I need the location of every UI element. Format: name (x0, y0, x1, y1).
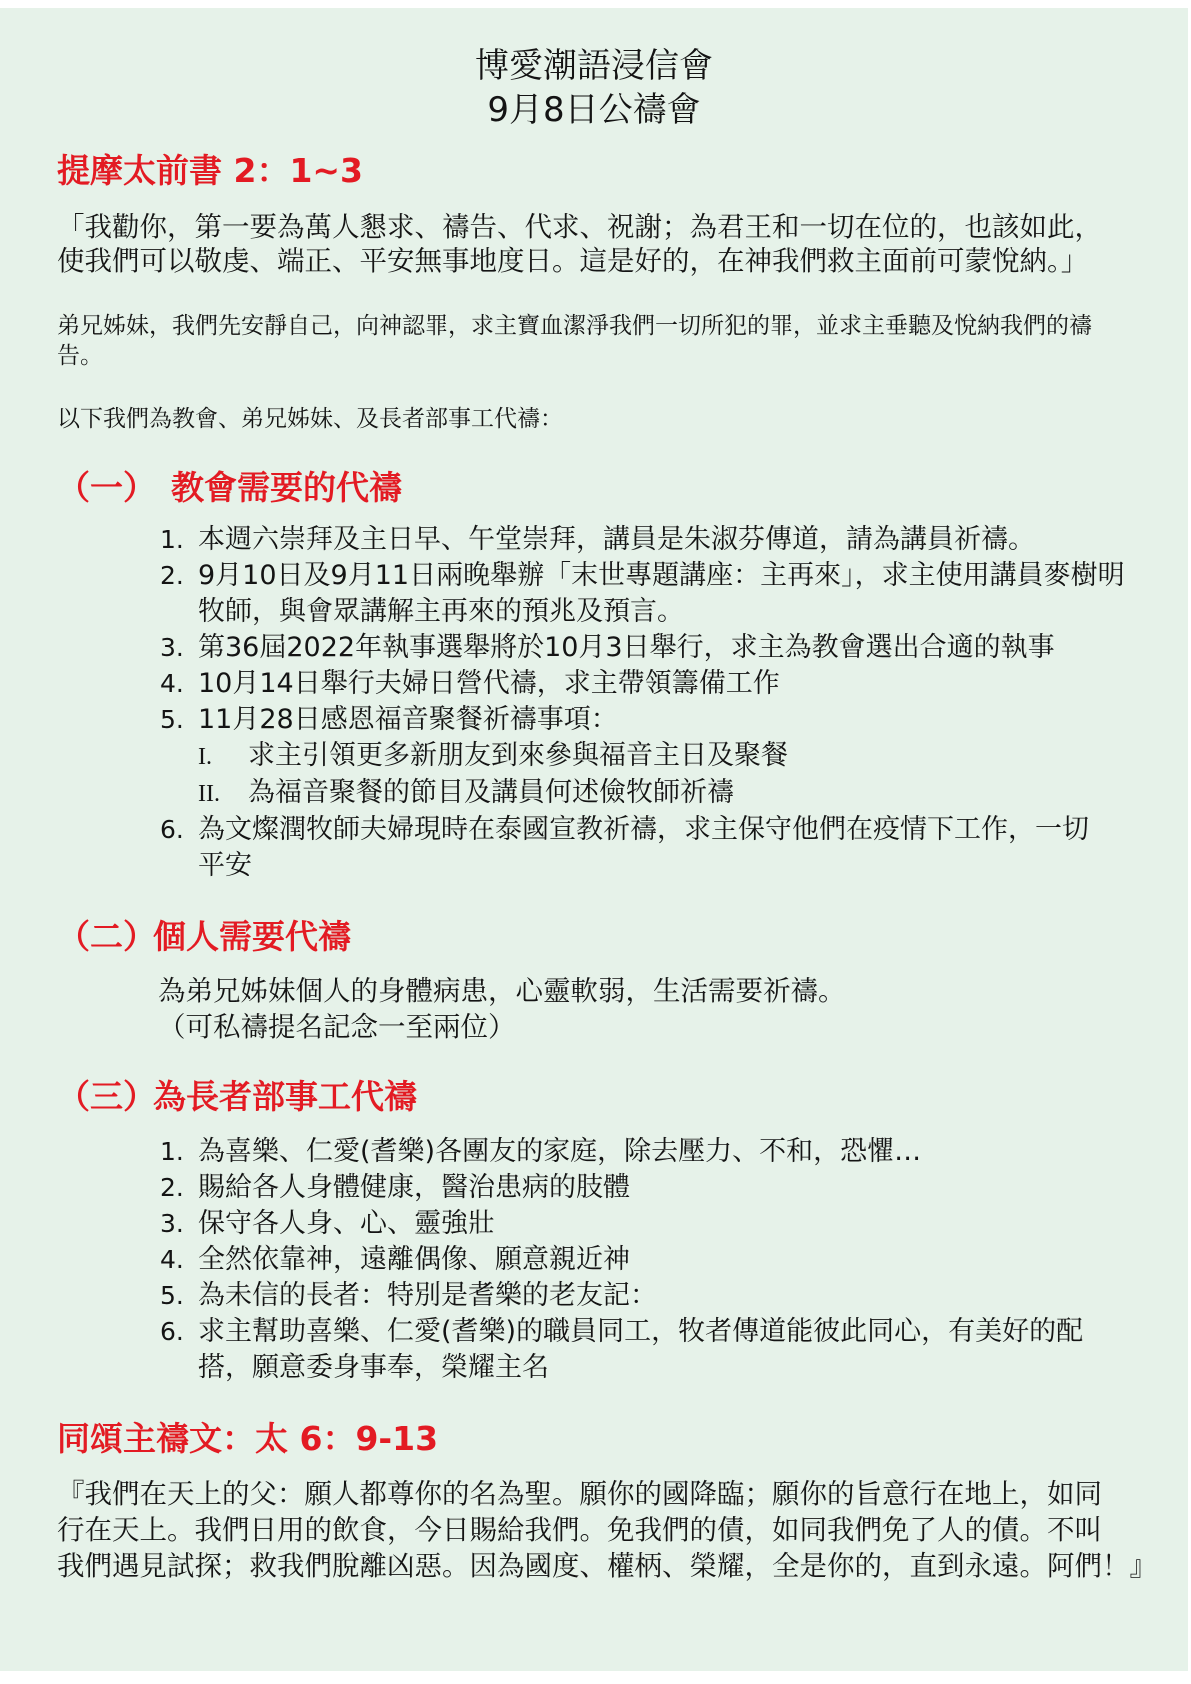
item-number: 1. (160, 525, 184, 554)
section-heading-elderly (0, 1077, 1188, 1117)
item-text: 牧師，與會眾講解主再來的預兆及預言。 (198, 596, 684, 627)
lead-in-text: 以下我們為教會、弟兄姊妹、及長者部事工代禱： (57, 406, 563, 432)
section-marker: （三） (57, 1077, 156, 1116)
sub-item-text: 求主引領更多新朋友到來參與福音主日及聚餐 (248, 740, 788, 771)
page-title (0, 44, 1188, 132)
bulletin-page (0, 8, 1188, 1671)
item-text: 為文燦潤牧師夫婦現時在泰國宣教祈禱，求主保守他們在疫情下工作，一切 (198, 814, 1089, 845)
item-number: 6. (160, 815, 184, 844)
item-number: 2. (160, 1173, 184, 1202)
scripture-line: 「我勸你，第一要為萬人懇求、禱告、代求、祝謝；為君王和一切在位的，也該如此， (57, 211, 1102, 243)
lords-prayer-heading: 同頌主禱文：太 6：9-13 (57, 1419, 439, 1458)
prayer-line: 我們遇見試探；救我們脫離凶惡。因為國度、權柄、榮耀，全是你的，直到永遠。阿們！』 (57, 1550, 1157, 1582)
item-number: 5. (160, 705, 184, 734)
section-title: 個人需要代禱 (153, 917, 351, 956)
scripture-text (57, 210, 1157, 278)
confession-line: 弟兄姊妹，我們先安靜自己，向神認罪，求主寶血潔淨我們一切所犯的罪，並求主垂聽及悅納我們的禱 (57, 313, 1092, 339)
item-text: 9月10日及9月11日兩晚舉辦「末世專題講座：主再來」，求主使用講員麥樹明 (198, 560, 1125, 591)
item-text: 11月28日感恩福音聚餐祈禱事項： (198, 704, 618, 735)
list-item (160, 522, 1150, 558)
item-text: 10月14日舉行夫婦日營代禱，求主帶領籌備工作 (198, 668, 780, 699)
item-text: 為喜樂、仁愛(耆樂)各團友的家庭，除去壓力、不和，恐懼… (198, 1136, 922, 1167)
list-item (160, 1314, 1150, 1350)
item-text: 賜給各人身體健康，醫治患病的肢體 (198, 1172, 630, 1203)
item-text: 保守各人身、心、靈強壯 (198, 1208, 495, 1239)
elderly-prayer-list (160, 1134, 1150, 1386)
list-item (160, 666, 1150, 702)
item-text: 本週六崇拜及主日早、午堂崇拜，講員是朱淑芬傳道，請為講員祈禱。 (198, 524, 1035, 555)
list-item (160, 558, 1150, 594)
list-item (160, 1242, 1150, 1278)
section-title: 為長者部事工代禱 (153, 1077, 417, 1116)
item-text: 平安 (198, 850, 252, 881)
list-item-continuation (160, 848, 1150, 884)
scripture-reference: 提摩太前書 2：1~3 (57, 151, 364, 190)
confession-line: 告。 (57, 343, 103, 369)
item-text: 第36屆2022年執事選舉將於10月3日舉行，求主為教會選出合適的執事 (198, 632, 1055, 663)
section-title: 教會需要的代禱 (171, 468, 402, 507)
church-name: 博愛潮語浸信會 (475, 46, 713, 86)
sub-item-text: 為福音聚餐的節目及講員何述儉牧師祈禱 (248, 777, 734, 808)
list-item-continuation (160, 1350, 1150, 1386)
meeting-title: 9月8日公禱會 (487, 90, 701, 130)
item-number: 6. (160, 1317, 184, 1346)
lords-prayer-text (57, 1476, 1157, 1584)
sub-list-item (160, 775, 1150, 812)
list-item (160, 1134, 1150, 1170)
item-text: 全然依靠神，遠離偶像、願意親近神 (198, 1244, 630, 1275)
list-item (160, 1206, 1150, 1242)
list-item (160, 1278, 1150, 1314)
confession-paragraph (57, 311, 1157, 371)
item-number: 5. (160, 1281, 184, 1310)
section-marker: （一） (57, 468, 156, 507)
section-heading-personal (0, 917, 1188, 957)
personal-prayer-text (158, 973, 1148, 1045)
personal-prayer-line: 為弟兄姊妹個人的身體病患，心靈軟弱，生活需要祈禱。 (158, 975, 846, 1007)
sub-item-marker: I. (198, 744, 212, 770)
list-item (160, 812, 1150, 848)
prayer-line: 行在天上。我們日用的飲食，今日賜給我們。免我們的債，如同我們免了人的債。不叫 (57, 1514, 1102, 1546)
item-text: 搭，願意委身事奉，榮耀主名 (198, 1352, 549, 1383)
item-text: 為未信的長者：特別是耆樂的老友記： (198, 1280, 657, 1311)
list-item (160, 1170, 1150, 1206)
scripture-line: 使我們可以敬虔、端正、平安無事地度日。這是好的，在神我們救主面前可蒙悅納。」 (57, 245, 1089, 277)
sub-item-marker: II. (198, 781, 220, 807)
sub-list-item (160, 738, 1150, 775)
prayer-line: 『我們在天上的父：願人都尊你的名為聖。願你的國降臨；願你的旨意行在地上，如同 (57, 1478, 1102, 1510)
list-item-continuation (160, 594, 1150, 630)
item-number: 4. (160, 669, 184, 698)
item-number: 3. (160, 1209, 184, 1238)
section-marker: （二） (57, 917, 156, 956)
item-number: 3. (160, 633, 184, 662)
item-number: 1. (160, 1137, 184, 1166)
item-number: 4. (160, 1245, 184, 1274)
item-number: 2. (160, 561, 184, 590)
personal-prayer-note: （可私禱提名記念一至兩位） (158, 1011, 516, 1043)
section-heading-church (0, 468, 1188, 508)
church-prayer-list (160, 522, 1150, 884)
list-item (160, 702, 1150, 738)
item-text: 求主幫助喜樂、仁愛(耆樂)的職員同工，牧者傳道能彼此同心，有美好的配 (198, 1316, 1084, 1347)
list-item (160, 630, 1150, 666)
